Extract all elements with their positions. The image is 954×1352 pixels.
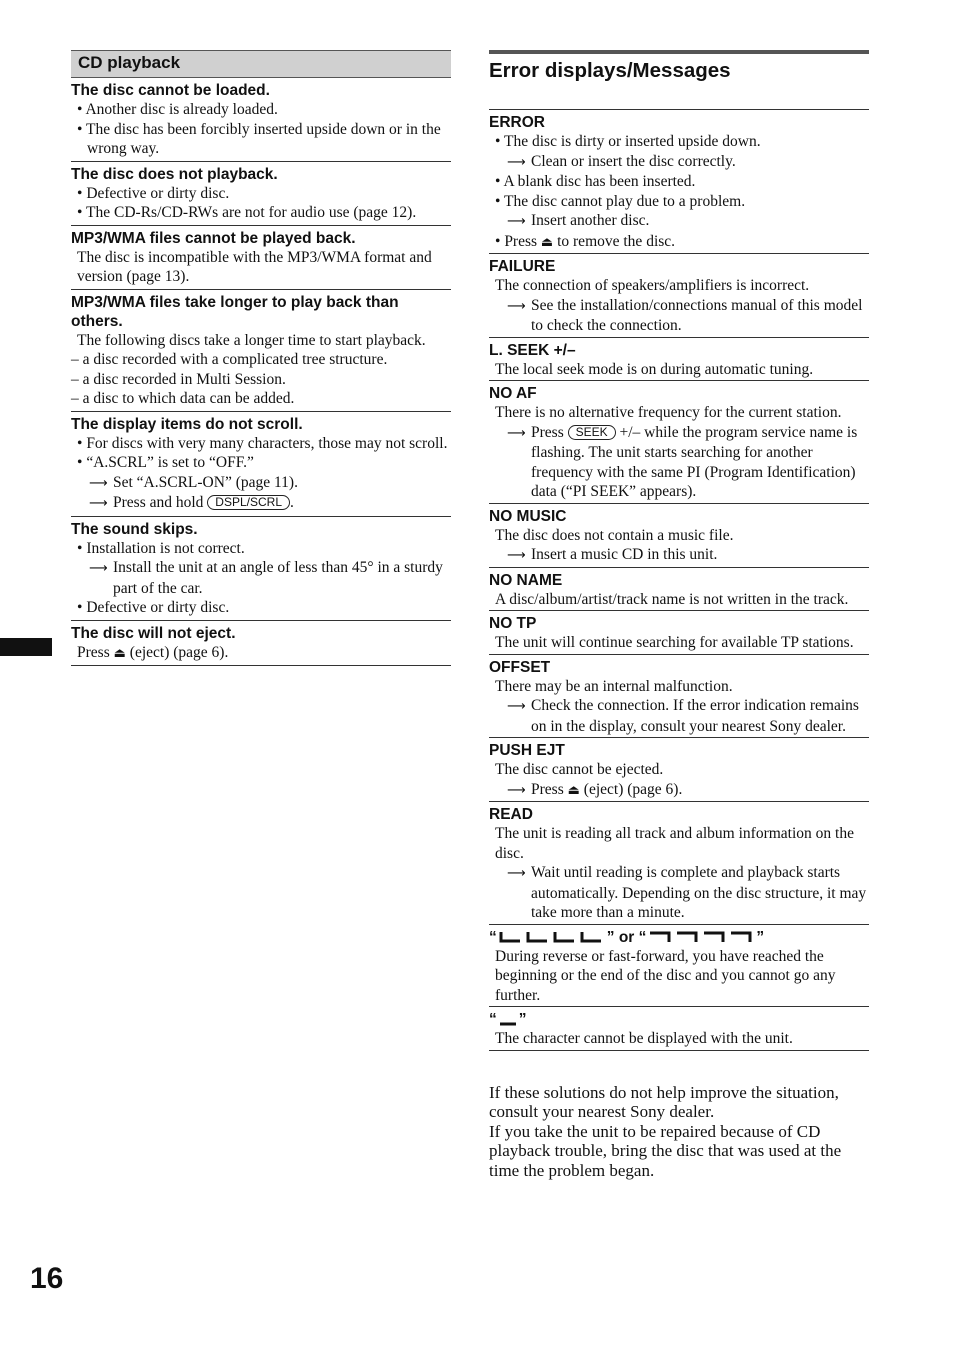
entry-title: ERROR [489, 114, 545, 131]
bullet-item: • The disc cannot play due to a problem. [495, 192, 746, 210]
entry-no-tp [489, 610, 869, 654]
body-text: During reverse or fast-forward, you have reached the beginning or the end of the disc and you cannot go any further. [495, 947, 836, 1004]
bullet-item: • For discs with very many characters, those may not scroll. [77, 434, 448, 452]
entry-offset [489, 654, 869, 738]
entry-title: OFFSET [489, 658, 551, 676]
entry-title: “ ” [489, 1011, 527, 1028]
entry-mp3-longer [71, 290, 451, 412]
body-text: There may be an internal malfunction. [495, 677, 733, 695]
bullet-item: • Another disc is already loaded. [77, 101, 278, 118]
arrow-icon: ⟶ [507, 699, 526, 714]
arrow-item: ⟶ See the installation/connections manual of this model to check the connection. [507, 296, 863, 334]
body-text: The unit is reading all track and album information on the disc. [495, 825, 854, 862]
bullet-item: • The disc has been forcibly inserted upside down or in the wrong way. [77, 120, 441, 157]
arrow-item: ⟶ Set “A.SCRL-ON” (page 11). [71, 473, 451, 494]
body-text: There is no alternative frequency for the current station. [495, 404, 842, 421]
page-number: 16 [30, 1262, 64, 1295]
entry-disc-cannot-load [71, 78, 451, 162]
eject-icon: ⏏ [113, 645, 126, 661]
arrow-icon: ⟶ [89, 561, 108, 576]
entry-no-scroll [71, 412, 451, 517]
top-rule [489, 50, 869, 54]
entry-title: NO NAME [489, 571, 563, 589]
eject-icon: ⏏ [567, 782, 580, 798]
body-text: The connection of speakers/amplifiers is incorrect. [495, 277, 810, 294]
body-text: The character cannot be displayed with the unit. [495, 1030, 793, 1047]
arrow-item: ⟶ Press ⏏ (eject) (page 6). [489, 780, 869, 801]
bullet-item: • The CD-Rs/CD-RWs are not for audio use (page 12). [77, 204, 417, 221]
top-segments-icon [647, 930, 755, 944]
entry-title: The disc does not playback. [71, 165, 278, 183]
body-text: The following discs take a longer time to start playback. [77, 331, 426, 349]
footer-paragraph: If these solutions do not help improve the situation, consult your nearest Sony dealer. [489, 1082, 839, 1121]
footer-paragraph: If you take the unit to be repaired because of CD playback trouble, bring the disc that was used at the time the problem began. [489, 1121, 842, 1180]
arrow-icon: ⟶ [507, 425, 526, 441]
entry-title: PUSH EJT [489, 742, 565, 759]
entry-no-name [489, 567, 869, 611]
arrow-item: ⟶ Insert a music CD in this unit. [489, 545, 869, 566]
entry-title: The disc cannot be loaded. [71, 82, 270, 99]
arrow-icon: ⟶ [507, 214, 526, 229]
dash-item: – a disc recorded in Multi Session. [71, 370, 286, 388]
underscore-segment-icon [498, 1013, 518, 1027]
arrow-icon: ⟶ [507, 866, 526, 881]
arrow-icon: ⟶ [507, 298, 526, 314]
entry-segment-symbols [489, 924, 869, 1007]
entry-title: The display items do not scroll. [71, 415, 303, 433]
dash-item: – a disc recorded with a complicated tree structure. [71, 351, 388, 368]
entry-title: The disc will not eject. [71, 624, 236, 642]
arrow-icon: ⟶ [89, 496, 108, 511]
entry-disc-no-playback [71, 162, 451, 226]
bullet-item: • Installation is not correct. [77, 539, 245, 557]
arrow-icon: ⟶ [89, 475, 108, 491]
arrow-icon: ⟶ [507, 548, 526, 563]
error-messages-column [489, 50, 869, 1180]
body-text: The disc does not contain a music file. [495, 526, 734, 544]
entry-title: FAILURE [489, 258, 556, 275]
entry-underscore-symbol [489, 1006, 869, 1051]
entry-lseek [489, 337, 869, 381]
entry-title: MP3/WMA files cannot be played back. [71, 229, 356, 247]
entry-title: NO TP [489, 615, 537, 632]
entry-title: NO AF [489, 385, 537, 402]
bullet-item: • “A.SCRL” is set to “OFF.” [77, 454, 254, 471]
entry-push-ejt [489, 737, 869, 801]
arrow-item: ⟶ Press SEEK +/– while the program service name is flashing. The unit starts searching for another frequency with the same PI (Program Identification) data (“PI SEEK” appears). [507, 423, 858, 500]
body-text: The local seek mode is on during automatic tuning. [495, 360, 814, 378]
seek-button-label: SEEK [568, 425, 616, 440]
entry-mp3-cannot-play [71, 226, 451, 290]
section-title: CD playback [71, 50, 451, 78]
bullet-item: • A blank disc has been inserted. [495, 173, 696, 190]
arrow-item: ⟶ Insert another disc. [489, 211, 869, 232]
bullet-item: • Defective or dirty disc. [77, 599, 230, 616]
entry-no-eject [71, 621, 451, 667]
entry-failure [489, 253, 869, 337]
entry-title: MP3/WMA files take longer to play back than others. [71, 293, 399, 330]
body-text: The unit will continue searching for available TP stations. [495, 634, 854, 651]
bottom-segments-icon [498, 930, 606, 944]
page-title: Error displays/Messages [489, 59, 731, 82]
entry-title: READ [489, 806, 533, 823]
dspl-scrl-button-label: DSPL/SCRL [207, 495, 290, 510]
dash-item: – a disc to which data can be added. [71, 390, 295, 407]
arrow-icon: ⟶ [507, 782, 526, 798]
entry-read [489, 801, 869, 924]
entry-sound-skips [71, 517, 451, 621]
arrow-item: ⟶ Install the unit at an angle of less than 45° in a sturdy part of the car. [89, 559, 443, 597]
bullet-item: • Defective or dirty disc. [77, 184, 230, 202]
bullet-item: • The disc is dirty or inserted upside down. [495, 133, 761, 150]
body-text: Press ⏏ (eject) (page 6). [77, 643, 229, 661]
entry-title: L. SEEK +/– [489, 341, 576, 359]
entry-error [489, 109, 869, 253]
entry-title: The sound skips. [71, 520, 198, 538]
bullet-item: • Press ⏏ to remove the disc. [495, 232, 676, 250]
chapter-tab-marker [0, 638, 52, 656]
entry-title: “ ” or “ ” [489, 928, 765, 946]
entry-no-af [489, 380, 869, 503]
arrow-item: ⟶ Check the connection. If the error indication remains on in the display, consult your nearest Sony dealer. [507, 697, 859, 735]
footer-note [489, 1083, 869, 1181]
cd-playback-column [71, 50, 451, 666]
body-text: The disc is incompatible with the MP3/WMA format and version (page 13). [77, 248, 432, 285]
arrow-item: ⟶ Clean or insert the disc correctly. [489, 152, 869, 173]
arrow-icon: ⟶ [507, 154, 526, 170]
body-text: A disc/album/artist/track name is not written in the track. [495, 590, 849, 608]
arrow-item: ⟶ Press and hold DSPL/SCRL . [71, 493, 451, 514]
entry-title: NO MUSIC [489, 507, 567, 525]
entry-no-music [489, 503, 869, 567]
arrow-item: ⟶ Wait until reading is complete and playback starts automatically. Depending on the disc structure, it may take more than a minute. [507, 864, 867, 921]
body-text: The disc cannot be ejected. [495, 761, 664, 778]
eject-icon: ⏏ [540, 234, 554, 250]
